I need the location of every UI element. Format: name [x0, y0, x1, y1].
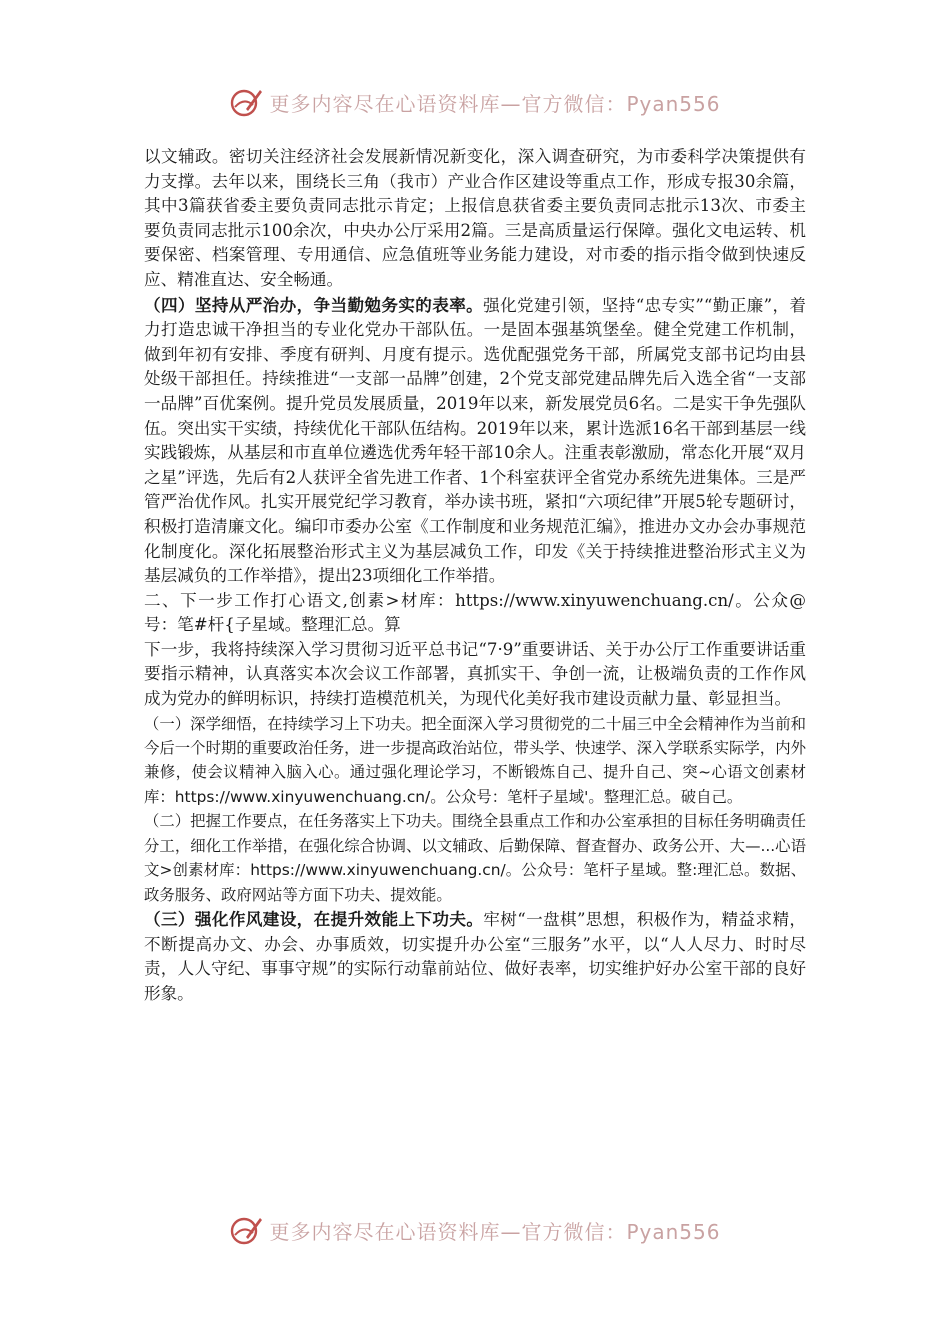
paragraph-7-text: 牢树“一盘棋”思想，积极作为，精益求精，不断提高办文、办会、办事质效，切实提升办公室“三服务”水平，以“人人尽力、时时尽责，人人守纪、事事守规”的实际行动靠前站位、做好表率，切实维护好办公室干部的良好形象。: [144, 909, 806, 1003]
paragraph-3: 二、下一步工作打心语文,创素>材库：https://www.xinyuwenchuang.cn/。公众@号：笔#杆{子星域。整理汇总。算: [144, 590, 806, 635]
paragraph-1: 以文辅政。密切关注经济社会发展新情况新变化，深入调查研究，为市委科学决策提供有力支撑。去年以来，围绕长三角（我市）产业合作区建设等重点工作，形成专报30余篇，其中3篇获省委主要负责同志批示肯定；上报信息获省委主要负责同志批示13次、市委主要负责同志批示100余次，中央办公厅采用2篇。三是高质量运行保障。强化文电运转、机要保密、档案管理、专用通信、应急值班等业务能力建设，对市委的指示指令做到快速反应、精准直达、安全畅通。: [144, 147, 806, 289]
paragraph-2: [144, 293, 806, 589]
paragraph-4: 下一步，我将持续深入学习贯彻习近平总书记“7·9”重要讲话、关于办公厅工作重要讲话重要指示精神，认真落实本次会议工作部署，真抓实干、争创一流，让极端负责的工作作风成为党办的鲜明标识，持续打造模范机关，为现代化美好我市建设贡献力量、彰显担当。: [144, 639, 806, 709]
document-body: [144, 145, 806, 1006]
footer-watermark: [0, 1208, 950, 1252]
section-heading-4: （四）坚持从严治办，争当勤勉务实的表率。: [144, 294, 484, 315]
paragraph-2-text: 强化党建引领，坚持“忠专实”“勤正廉”，着力打造忠诚干净担当的专业化党办干部队伍。一是固本强基筑堡垒。健全党建工作机制，做到年初有安排、季度有研判、月度有提示。选优配强党务干部，所属党支部书记均由县处级干部担任。持续推进“一支部一品牌”创建，2个党支部党建品牌先后入选全省“一支部一品牌”百优案例。提升党员发展质量，2019年以来，新发展党员6名。二是实干争先强队伍。突出实干实绩，持续优化干部队伍结构。2019年以来，累计选派16名干部到基层一线实践锻炼，从基层和市直单位遴选优秀年轻干部10余人。注重表彰激励，常态化开展“双月之星”评选，先后有2人获评全省先进工作者、1个科室获评全省党办系统先进集体。三是严管严治优作风。扎实开展党纪学习教育，举办读书班，紧扣“六项纪律”开展5轮专题研讨，积极打造清廉文化。编印市委办公室《工作制度和业务规范汇编》，推进办文办会办事规范化制度化。深化拓展整治形式主义为基层减负工作，印发《关于持续推进整治形式主义为基层减负的工作举措》，提出23项细化工作举措。: [144, 295, 807, 586]
header-watermark-text: 更多内容尽在心语资料库—官方微信：Pyan556: [269, 91, 721, 116]
header-watermark: [0, 80, 950, 124]
paragraph-7: [144, 907, 806, 1006]
pen-logo-icon: [229, 1213, 263, 1247]
paragraph-5: （一）深学细悟，在持续学习上下功夫。把全面深入学习贯彻党的二十届三中全会精神作为当前和今后一个时期的重要政治任务，进一步提高政治站位，带头学、快速学、深入学联系实际学，内外兼修，使会议精神入脑入心。通过强化理论学习，不断锻炼自己、提升自己、突~心语文创素材库：https://www.xinyuwenchuang.cn/。公众号：笔杆子星域'。整理汇总。破自己。: [144, 714, 806, 806]
section-heading-3: （三）强化作风建设，在提升效能上下功夫。: [144, 908, 484, 929]
footer-watermark-text: 更多内容尽在心语资料库—官方微信：Pyan556: [269, 1219, 721, 1244]
pen-logo-icon: [229, 85, 263, 119]
paragraph-6: （二）把握工作要点，在任务落实上下功夫。围绕全县重点工作和办公室承担的目标任务明确责任分工，细化工作举措，在强化综合协调、以文辅政、后勤保障、督查督办、政务公开、大—...心语文>创素材库：https://www.xinyuwenchuang.cn/。公众号：笔杆子星域。整:理汇总。数据、政务服务、政府网站等方面下功夫、提效能。: [144, 812, 806, 904]
